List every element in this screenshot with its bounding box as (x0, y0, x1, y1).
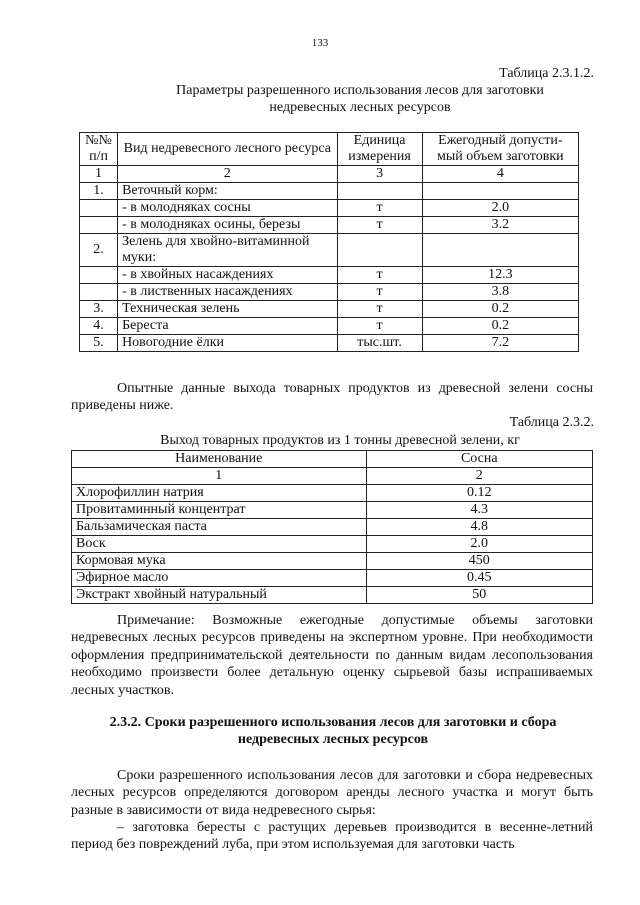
table-row (80, 301, 579, 318)
table-row (80, 284, 579, 301)
cell: 2. (80, 234, 118, 267)
index-cell: 4 (422, 166, 578, 183)
header-cell: Ежегодный допусти-мый объем заготовки (422, 133, 578, 166)
cell: т (337, 301, 422, 318)
table2-index-row (72, 468, 593, 485)
cell: 50 (366, 587, 592, 604)
header-cell: Единица измерения (337, 133, 422, 166)
header-cell: Наименование (72, 451, 367, 468)
cell (80, 200, 118, 217)
index-cell: 3 (337, 166, 422, 183)
section-heading-line2: недревесных лесных ресурсов (237, 732, 429, 747)
cell: Воск (72, 536, 367, 553)
cell: 2.0 (422, 200, 578, 217)
page-number: 133 (311, 37, 329, 49)
cell: Береста (118, 318, 337, 335)
index-cell: 1 (72, 468, 367, 485)
header-cell: №№ п/п (80, 133, 118, 166)
table-row (80, 335, 579, 352)
cell: Бальзамическая паста (72, 519, 367, 536)
cell: - в молодняках сосны (118, 200, 337, 217)
table-row (80, 234, 579, 267)
table1-title-line1: Параметры разрешенного использования лесов для заготовки (176, 83, 544, 98)
table1-title (60, 82, 640, 116)
cell: 4. (80, 318, 118, 335)
cell: Техническая зелень (118, 301, 337, 318)
paragraph-experimental-data: Опытные данные выхода товарных продуктов из древесной зелени сосны приведены ниже. (71, 381, 593, 414)
cell: Новогодние ёлки (118, 335, 337, 352)
cell (422, 234, 578, 267)
cell: т (337, 217, 422, 234)
header-cell: Сосна (366, 451, 592, 468)
cell: т (337, 200, 422, 217)
table1-title-line2: недревесных лесных ресурсов (269, 100, 451, 115)
cell: 7.2 (422, 335, 578, 352)
table-row (80, 217, 579, 234)
table2 (71, 450, 593, 604)
cell: Веточный корм: (118, 183, 337, 200)
paragraph-birch-bark: – заготовка бересты с растущих деревьев производится в весенне-летний период без повреждений луба, при этом используемая для заготовки часть (71, 820, 593, 853)
table-row (72, 536, 593, 553)
cell (80, 267, 118, 284)
cell: 3. (80, 301, 118, 318)
cell: 4.3 (366, 502, 592, 519)
table-row (72, 553, 593, 570)
cell: 3.2 (422, 217, 578, 234)
cell: т (337, 267, 422, 284)
table1-caption: Таблица 2.3.1.2. (499, 66, 594, 81)
cell: - в молодняках осины, березы (118, 217, 337, 234)
cell (337, 183, 422, 200)
cell: Экстракт хвойный натуральный (72, 587, 367, 604)
table1-index-row (80, 166, 579, 183)
cell: 0.12 (366, 485, 592, 502)
table1 (79, 132, 579, 352)
table2-title: Выход товарных продуктов из 1 тонны древесной зелени, кг (160, 433, 520, 448)
index-cell: 1 (80, 166, 118, 183)
table-row (72, 587, 593, 604)
cell (80, 217, 118, 234)
table-row (72, 519, 593, 536)
cell: Зелень для хвойно-витаминной муки: (118, 234, 337, 267)
cell: Эфирное масло (72, 570, 367, 587)
cell (80, 284, 118, 301)
cell: 5. (80, 335, 118, 352)
paragraph-terms: Сроки разрешенного использования лесов для заготовки и сбора недревесных лесных ресурсов определяются договором аренды лесного участка и могут быть разные в зависимости от вида недревесного сырья: (71, 768, 593, 818)
note-paragraph: Примечание: Возможные ежегодные допустимые объемы заготовки недревесных лесных ресурсов приведены на экспертном уровне. При необходимости оформления предпринимательской деятельности по данным видам лесопользования необходимо произвести более детальную оценку сырьевой базы испрашиваемых лесных участков. (71, 613, 593, 698)
cell (337, 234, 422, 267)
cell: 1. (80, 183, 118, 200)
table-row (72, 502, 593, 519)
table-row (72, 570, 593, 587)
cell: 12.3 (422, 267, 578, 284)
section-heading (71, 714, 595, 748)
header-cell: Вид недревесного лесного ресурса (118, 133, 337, 166)
table-row (80, 267, 579, 284)
cell: 450 (366, 553, 592, 570)
cell: 3.8 (422, 284, 578, 301)
index-cell: 2 (118, 166, 337, 183)
section-heading-line1: 2.3.2. Сроки разрешенного использования лесов для заготовки и сбора (109, 715, 557, 730)
cell: Кормовая мука (72, 553, 367, 570)
cell: Хлорофиллин натрия (72, 485, 367, 502)
table2-header-row (72, 451, 593, 468)
cell: 0.2 (422, 301, 578, 318)
table-row (80, 318, 579, 335)
table1-header-row (80, 133, 579, 166)
cell (422, 183, 578, 200)
cell: тыс.шт. (337, 335, 422, 352)
cell: т (337, 318, 422, 335)
table-row (80, 200, 579, 217)
table2-caption: Таблица 2.3.2. (509, 415, 594, 430)
table-row (80, 183, 579, 200)
cell: Провитаминный концентрат (72, 502, 367, 519)
cell: 4.8 (366, 519, 592, 536)
cell: т (337, 284, 422, 301)
cell: - в лиственных насаждениях (118, 284, 337, 301)
table-row (72, 485, 593, 502)
cell: 2.0 (366, 536, 592, 553)
cell: 0.2 (422, 318, 578, 335)
index-cell: 2 (366, 468, 592, 485)
cell: 0.45 (366, 570, 592, 587)
cell: - в хвойных насаждениях (118, 267, 337, 284)
